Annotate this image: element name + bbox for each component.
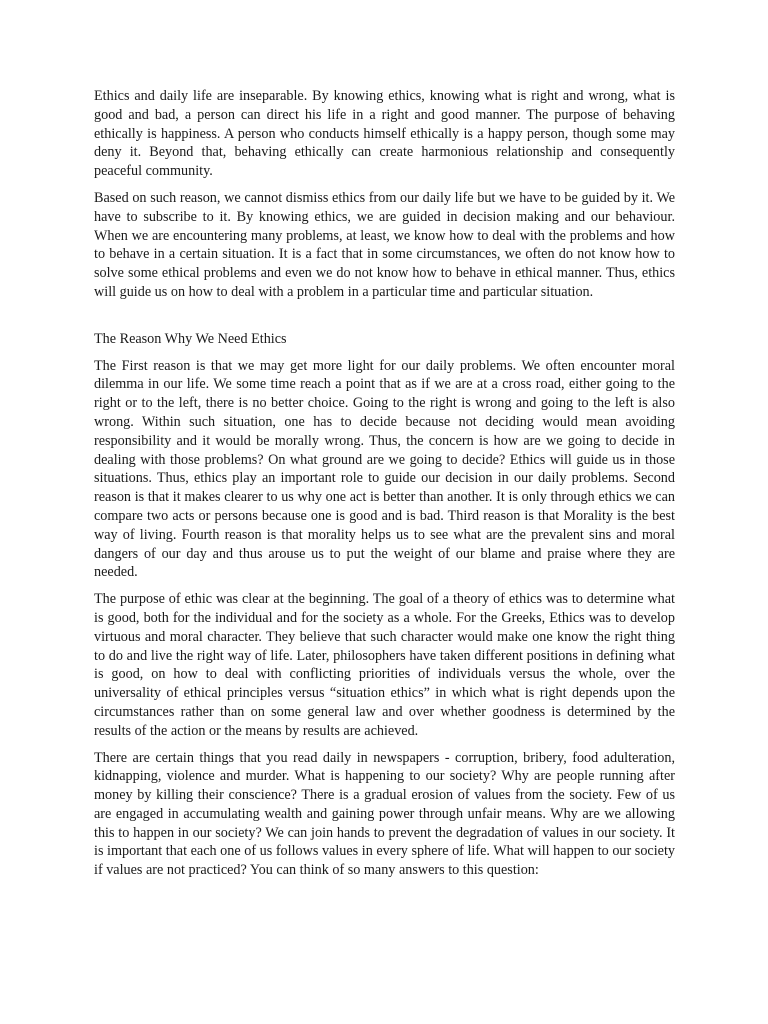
section-heading: The Reason Why We Need Ethics [94,330,287,347]
paragraph-values-in-society: There are certain things that you read daily in newspapers - corruption, bribery, food adulteration, kidnapping, violence and murder. What is happening to our society? Why are people running after money by killing their conscience? There is a gradual erosion of values from the society. Few of us are engaged in accumulating wealth and gaining power through unfair means. Why are we allowing this to happen in our society? We can join hands to prevent the degradation of values in our society. It is important that each one of us follows values in every sphere of life. What will happen to our society if values are not practiced? You can think of so many answers to this question: [94,749,675,879]
paragraph-purpose-of-ethic: The purpose of ethic was clear at the beginning. The goal of a theory of ethics was to determine what is good, both for the individual and for the society as a whole. For the Greeks, Ethics was to develop virtuous and moral character. They believe that such character would make one know the right thing to do and live the right way of life. Later, philosophers have taken different positions in defining what is good, on how to deal with conflicting priorities of individuals versus the whole, over the universality of ethical principles versus “situation ethics” in which what is right depends upon the circumstances rather than on some general law and over whether goodness is determined by the results of the action or the means by results are achieved. [94,591,675,739]
document-page [94,87,675,888]
paragraph-ethics-daily-life: Ethics and daily life are inseparable. By knowing ethics, knowing what is right and wrong, what is good and bad, a person can direct his life in a right and good manner. The purpose of behaving ethically is happiness. A person who conducts himself ethically is a happy person, though some may deny it. Beyond that, behaving ethically can create harmonious relationship and consequently peaceful community. [94,88,675,180]
paragraph-guided-by-ethics: Based on such reason, we cannot dismiss ethics from our daily life but we have to be guided by it. We have to subscribe to it. By knowing ethics, we are guided in decision making and our behaviour. When we are encountering many problems, at least, we know how to deal with the problems and how to behave in a certain situation. It is a fact that in some circumstances, we often do not know how to solve some ethical problems and even we do not know how to behave in ethical manner. Thus, ethics will guide us on how to deal with a problem in a particular time and particular situation. [94,189,675,300]
paragraph-reasons: The First reason is that we may get more light for our daily problems. We often encounter moral dilemma in our life. We some time reach a point that as if we are at a cross road, either going to the right or to the left, there is no better choice. Going to the right is wrong and going to the left is also wrong. Within such situation, one has to decide because not deciding would mean avoiding responsibility and it would be morally wrong. Thus, the concern is how are we going to decide in dealing with those problems? On what ground are we going to decide? Ethics will guide us in those situations. Thus, ethics play an important role to guide our decision in our daily problems. Second reason is that it makes clearer to us why one act is better than another. It is only through ethics we can compare two acts or persons because one is good and is bad. Third reason is that Morality is the best way of living. Fourth reason is that morality helps us to see what are the prevalent sins and moral dangers of our day and thus arouse us to put the weight of our blame and praise where they are needed. [94,357,675,581]
